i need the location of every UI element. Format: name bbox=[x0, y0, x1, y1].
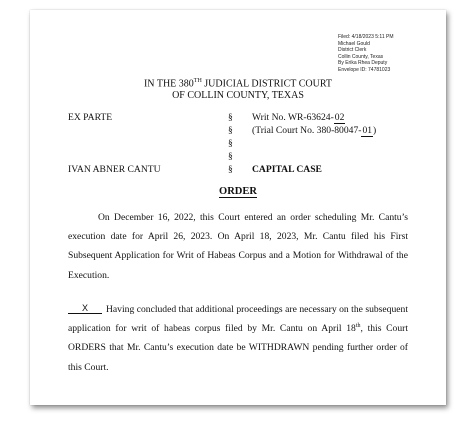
section-symbol: § bbox=[228, 164, 233, 175]
caption-party-name: IVAN ABNER CANTU bbox=[68, 164, 161, 175]
writ-number-prefix: Writ No. WR-63624- bbox=[252, 112, 334, 123]
paragraph-2-sup: th bbox=[355, 323, 361, 330]
trial-court-number bbox=[252, 125, 376, 136]
order-title bbox=[30, 186, 446, 197]
capital-case-label: CAPITAL CASE bbox=[252, 164, 322, 175]
court-line-1-sup: TH bbox=[193, 78, 202, 84]
court-line-1a: IN THE 380 bbox=[143, 78, 194, 90]
writ-number-suffix: 02 bbox=[334, 112, 345, 123]
trial-number-close: ) bbox=[373, 125, 377, 136]
court-line-1 bbox=[30, 76, 446, 90]
court-line-1b: JUDICIAL DISTRICT COURT bbox=[201, 78, 333, 90]
stamp-envelope: Envelope ID: 74781023 bbox=[338, 66, 391, 73]
stamp-deputy: By Erika Rhea Deputy bbox=[338, 60, 388, 67]
paragraph-2-text-b: , this Court ORDERS that Mr. Cantu’s execution date be WITHDRAWN pending further order of this Court. bbox=[68, 323, 408, 373]
section-symbol: § bbox=[228, 138, 233, 149]
document-page bbox=[30, 10, 446, 405]
filing-stamp bbox=[338, 34, 394, 74]
caption-ex-parte: EX PARTE bbox=[68, 112, 113, 123]
order-title-text: ORDER bbox=[219, 186, 257, 197]
stamp-clerk-title: District Clerk bbox=[338, 47, 367, 54]
court-heading bbox=[30, 76, 446, 101]
stamp-filed: Filed: 4/18/2023 5:11 PM bbox=[338, 34, 394, 40]
court-line-2: OF COLLIN COUNTY, TEXAS bbox=[172, 89, 304, 101]
stamp-county: Collin County, Texas bbox=[338, 53, 384, 60]
checkbox-mark: X bbox=[68, 303, 102, 314]
stamp-clerk-name: Michael Gould bbox=[338, 40, 370, 47]
section-symbol: § bbox=[228, 151, 233, 162]
paragraph-2 bbox=[68, 300, 408, 377]
paragraph-2-text-a: Having concluded that additional proceedings are necessary on the subsequent application for writ of habeas corpus filed by Mr. Cantu on April 18 bbox=[68, 304, 408, 335]
paragraph-1: On December 16, 2022, this Court entered an order scheduling Mr. Cantu’s execution date for April 26, 2023. On April 18, 2023, Mr. Cantu filed his First Subsequent Application for Writ of Habeas Corpus and a Motion for Withdrawal of the Execution. bbox=[68, 212, 408, 281]
writ-number bbox=[252, 112, 345, 123]
trial-number-suffix: 01 bbox=[362, 125, 373, 136]
trial-number-prefix: (Trial Court No. 380-80047- bbox=[252, 125, 362, 136]
section-symbol: § bbox=[228, 112, 233, 123]
section-symbol: § bbox=[228, 125, 233, 136]
